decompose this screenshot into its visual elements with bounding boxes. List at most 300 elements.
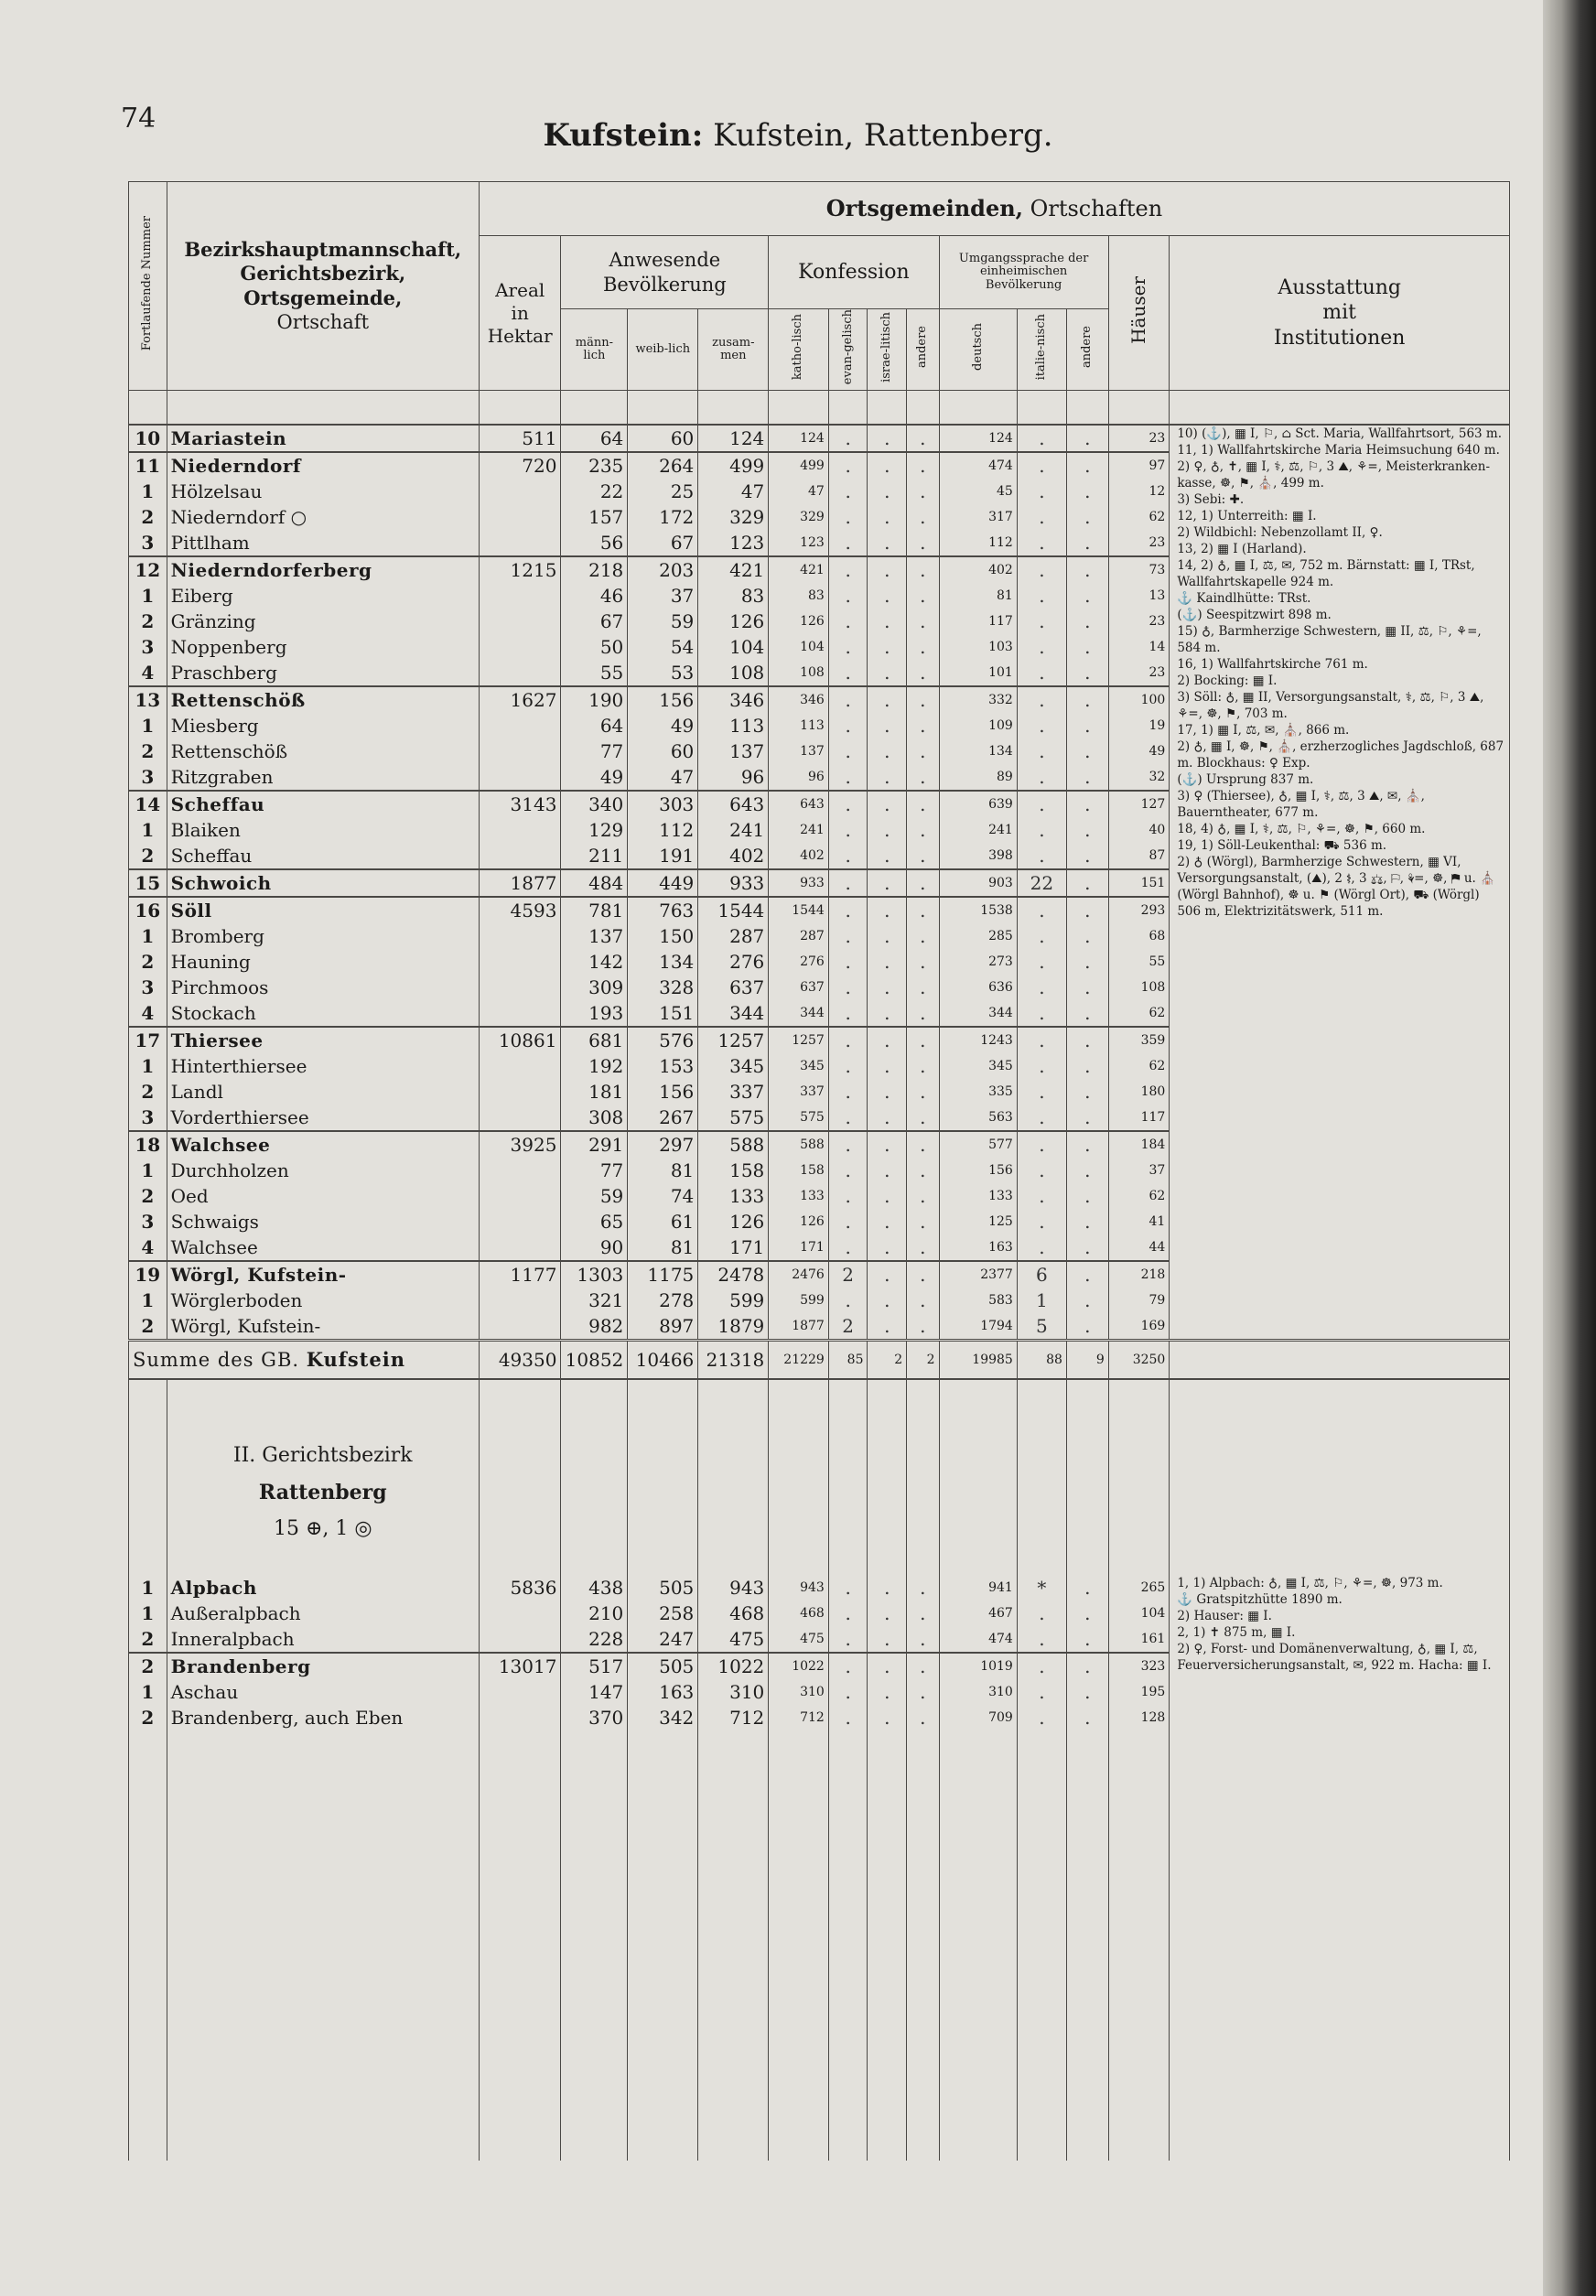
cell-zusammen: 402 [698, 843, 769, 869]
cell-andere: . [907, 609, 939, 634]
cell-areal [479, 1288, 560, 1313]
cell-weiblich: 156 [628, 1079, 698, 1105]
cell-zusammen: 575 [698, 1105, 769, 1131]
institution-entry: 2) ♁, ▦ I, ☸, ⚑, ⛪, erzherzogliches Jagdschloß, 687 m. Blockhaus: ♀ Exp. [1177, 739, 1504, 771]
sum-haeuser: 3250 [1108, 1341, 1170, 1380]
col-header-andere-sprache: andere [1066, 309, 1108, 391]
cell-andere: . [907, 660, 939, 686]
cell-deutsch: 117 [939, 609, 1017, 634]
cell-maennlich: 64 [561, 425, 628, 452]
locality-name: Walchsee [167, 1234, 479, 1261]
cell-italienisch: . [1017, 425, 1066, 452]
cell-haeuser: 40 [1108, 817, 1170, 843]
row-number: 2 [129, 949, 167, 975]
row-number: 1 [129, 923, 167, 949]
cell-italienisch: . [1017, 1209, 1066, 1234]
cell-zusammen: 637 [698, 975, 769, 1000]
cell-areal: 10861 [479, 1027, 560, 1053]
cell-katholisch: 1022 [769, 1653, 829, 1679]
cell-weiblich: 134 [628, 949, 698, 975]
cell-zusammen: 1879 [698, 1313, 769, 1341]
cell-deutsch: 474 [939, 1626, 1017, 1653]
cell-andere-sprache: . [1066, 1158, 1108, 1183]
cell-andere: . [907, 504, 939, 530]
cell-haeuser: 161 [1108, 1626, 1170, 1653]
institution-entry: 2) ♀, ♁, ✝, ▦ I, ⚕, ⚖, ⚐, 3 ⛰, ⚘=, Meisterkranken-kasse, ☸, ⚑, ⛪, 499 m. [1177, 459, 1491, 491]
cell-haeuser: 44 [1108, 1234, 1170, 1261]
cell-andere-sprache: . [1066, 609, 1108, 634]
institutions-block-kufstein [1170, 425, 1510, 1341]
cell-maennlich: 291 [561, 1131, 628, 1158]
cell-andere: . [907, 686, 939, 713]
cell-italienisch: . [1017, 738, 1066, 764]
sum-maennlich: 10852 [561, 1341, 628, 1380]
institution-entry: 12, 1) Unterreith: ▦ I. [1177, 509, 1317, 524]
cell-zusammen: 1022 [698, 1653, 769, 1679]
cell-areal [479, 923, 560, 949]
cell-israelitisch: . [868, 1053, 907, 1079]
cell-andere: . [907, 1575, 939, 1601]
cell-israelitisch: . [868, 1288, 907, 1313]
cell-weiblich: 112 [628, 817, 698, 843]
cell-evangelisch: . [828, 1575, 868, 1601]
cell-andere-sprache: . [1066, 452, 1108, 479]
cell-haeuser: 62 [1108, 1000, 1170, 1027]
cell-katholisch: 310 [769, 1679, 829, 1705]
cell-katholisch: 599 [769, 1288, 829, 1313]
locality-name: Gränzing [167, 609, 479, 634]
cell-zusammen: 345 [698, 1053, 769, 1079]
cell-deutsch: 941 [939, 1575, 1017, 1601]
municipality-name: Niederndorf [167, 452, 479, 479]
cell-andere: . [907, 1626, 939, 1653]
cell-israelitisch: . [868, 504, 907, 530]
cell-maennlich: 46 [561, 583, 628, 609]
cell-maennlich: 142 [561, 949, 628, 975]
cell-italienisch: 22 [1017, 869, 1066, 897]
municipality-name: Schwoich [167, 869, 479, 897]
cell-evangelisch: . [828, 1209, 868, 1234]
cell-evangelisch: . [828, 817, 868, 843]
cell-haeuser: 97 [1108, 452, 1170, 479]
cell-zusammen: 2478 [698, 1261, 769, 1288]
row-number: 11 [129, 452, 167, 479]
cell-andere-sprache: . [1066, 923, 1108, 949]
cell-andere: . [907, 1705, 939, 1730]
cell-andere-sprache: . [1066, 1575, 1108, 1601]
cell-andere-sprache: . [1066, 897, 1108, 923]
institution-entry: 2) ♁ (Wörgl), Barmherzige Schwestern, ▦ VI, Versorgungsanstalt, (⛰), 2 ⚕, 3 ⚖, ⚐, ⚘=, ☸, ⚑ u. ⛪ (Wörgl Bahnhof), ☸ u. ⚑ (Wörgl Ort), ⛟ (Wörgl) 506 m, Elektrizitätswerk, 511 m. [1177, 855, 1495, 920]
locality-name: Hölzelsau [167, 479, 479, 504]
summary-row [129, 1341, 1510, 1380]
locality-name: Niederndorf ○ [167, 504, 479, 530]
cell-maennlich: 308 [561, 1105, 628, 1131]
cell-evangelisch: . [828, 479, 868, 504]
cell-israelitisch: . [868, 791, 907, 817]
cell-katholisch: 346 [769, 686, 829, 713]
cell-italienisch: . [1017, 1626, 1066, 1653]
cell-israelitisch: . [868, 1601, 907, 1626]
locality-name: Miesberg [167, 713, 479, 738]
cell-andere: . [907, 634, 939, 660]
cell-haeuser: 359 [1108, 1027, 1170, 1053]
cell-haeuser: 108 [1108, 975, 1170, 1000]
cell-andere-sprache: . [1066, 949, 1108, 975]
cell-andere: . [907, 425, 939, 452]
cell-weiblich: 505 [628, 1575, 698, 1601]
cell-israelitisch: . [868, 949, 907, 975]
row-number: 2 [129, 738, 167, 764]
cell-andere: . [907, 1105, 939, 1131]
cell-italienisch: . [1017, 1053, 1066, 1079]
cell-haeuser: 12 [1108, 479, 1170, 504]
cell-katholisch: 47 [769, 479, 829, 504]
cell-israelitisch: . [868, 1183, 907, 1209]
cell-areal: 720 [479, 452, 560, 479]
cell-deutsch: 103 [939, 634, 1017, 660]
cell-haeuser: 62 [1108, 504, 1170, 530]
cell-italienisch: . [1017, 975, 1066, 1000]
cell-weiblich: 258 [628, 1601, 698, 1626]
cell-maennlich: 211 [561, 843, 628, 869]
cell-deutsch: 402 [939, 556, 1017, 583]
col-header-name: Bezirkshauptmannschaft, Gerichtsbezirk, Ortsgemeinde, Ortschaft [167, 182, 479, 391]
cell-zusammen: 241 [698, 817, 769, 843]
col-header-israelitisch: israe-litisch [868, 309, 907, 391]
cell-katholisch: 287 [769, 923, 829, 949]
cell-maennlich: 340 [561, 791, 628, 817]
cell-israelitisch: . [868, 1626, 907, 1653]
cell-weiblich: 25 [628, 479, 698, 504]
col-header-maennlich: männ-lich [561, 309, 628, 391]
cell-maennlich: 147 [561, 1679, 628, 1705]
cell-areal [479, 1079, 560, 1105]
cell-israelitisch: . [868, 923, 907, 949]
row-number: 12 [129, 556, 167, 583]
cell-zusammen: 346 [698, 686, 769, 713]
sum-zusammen: 21318 [698, 1341, 769, 1380]
row-number: 1 [129, 1158, 167, 1183]
cell-deutsch: 1794 [939, 1313, 1017, 1341]
row-number: 1 [129, 1575, 167, 1601]
cell-evangelisch: . [828, 504, 868, 530]
cell-haeuser: 23 [1108, 660, 1170, 686]
cell-maennlich: 90 [561, 1234, 628, 1261]
cell-weiblich: 37 [628, 583, 698, 609]
cell-andere: . [907, 923, 939, 949]
cell-evangelisch: . [828, 713, 868, 738]
cell-italienisch: . [1017, 1234, 1066, 1261]
cell-areal: 511 [479, 425, 560, 452]
cell-areal [479, 504, 560, 530]
cell-andere: . [907, 1131, 939, 1158]
row-number: 3 [129, 1209, 167, 1234]
institution-entry: 3) Sebi: ✚. [1177, 492, 1245, 508]
cell-evangelisch: . [828, 1679, 868, 1705]
sum-weiblich: 10466 [628, 1341, 698, 1380]
cell-haeuser: 23 [1108, 530, 1170, 556]
cell-areal [479, 634, 560, 660]
cell-weiblich: 1175 [628, 1261, 698, 1288]
cell-andere-sprache: . [1066, 713, 1108, 738]
sum-andere: 2 [907, 1341, 939, 1380]
cell-katholisch: 1544 [769, 897, 829, 923]
cell-zusammen: 1544 [698, 897, 769, 923]
cell-areal: 4593 [479, 897, 560, 923]
institution-entry: 2) Bocking: ▦ I. [1177, 674, 1278, 689]
cell-maennlich: 210 [561, 1601, 628, 1626]
cell-deutsch: 474 [939, 452, 1017, 479]
cell-weiblich: 267 [628, 1105, 698, 1131]
cell-haeuser: 37 [1108, 1158, 1170, 1183]
cell-areal [479, 530, 560, 556]
cell-maennlich: 129 [561, 817, 628, 843]
cell-katholisch: 588 [769, 1131, 829, 1158]
locality-name: Brandenberg, auch Eben [167, 1705, 479, 1730]
cell-andere-sprache: . [1066, 1313, 1108, 1341]
row-number: 2 [129, 1183, 167, 1209]
cell-italienisch: . [1017, 1158, 1066, 1183]
cell-evangelisch: . [828, 1079, 868, 1105]
cell-andere: . [907, 1234, 939, 1261]
cell-zusammen: 933 [698, 869, 769, 897]
cell-katholisch: 171 [769, 1234, 829, 1261]
cell-weiblich: 505 [628, 1653, 698, 1679]
cell-andere: . [907, 1209, 939, 1234]
row-number: 1 [129, 1601, 167, 1626]
cell-andere-sprache: . [1066, 843, 1108, 869]
cell-evangelisch: . [828, 1653, 868, 1679]
cell-italienisch: . [1017, 1653, 1066, 1679]
cell-weiblich: 150 [628, 923, 698, 949]
section-heading: II. Gerichtsbezirk Rattenberg 15 ⊕, 1 ◎ [167, 1438, 479, 1547]
municipality-name: Mariastein [167, 425, 479, 452]
cell-italienisch: . [1017, 1000, 1066, 1027]
row-number: 1 [129, 713, 167, 738]
cell-maennlich: 56 [561, 530, 628, 556]
cell-areal [479, 1679, 560, 1705]
institution-entry: 3) Söll: ♁, ▦ II, Versorgungsanstalt, ⚕, ⚖, ⚐, 3 ⛰, ⚘=, ☸, ⚑, 703 m. [1177, 690, 1484, 722]
cell-evangelisch: 2 [828, 1313, 868, 1341]
cell-katholisch: 126 [769, 609, 829, 634]
col-header-weiblich: weib-lich [628, 309, 698, 391]
cell-italienisch: . [1017, 1705, 1066, 1730]
cell-katholisch: 329 [769, 504, 829, 530]
cell-andere: . [907, 1653, 939, 1679]
col-header-areal: Areal in Hektar [479, 236, 560, 391]
row-number: 2 [129, 609, 167, 634]
cell-haeuser: 41 [1108, 1209, 1170, 1234]
sum-areal: 49350 [479, 1341, 560, 1380]
cell-areal [479, 764, 560, 791]
cell-evangelisch: 2 [828, 1261, 868, 1288]
cell-evangelisch: . [828, 1288, 868, 1313]
locality-name: Rettenschöß [167, 738, 479, 764]
sum-deutsch: 19985 [939, 1341, 1017, 1380]
cell-haeuser: 265 [1108, 1575, 1170, 1601]
cell-maennlich: 681 [561, 1027, 628, 1053]
row-number: 3 [129, 1105, 167, 1131]
cell-israelitisch: . [868, 556, 907, 583]
cell-katholisch: 124 [769, 425, 829, 452]
cell-haeuser: 127 [1108, 791, 1170, 817]
cell-deutsch: 241 [939, 817, 1017, 843]
cell-katholisch: 276 [769, 949, 829, 975]
cell-areal [479, 1705, 560, 1730]
cell-israelitisch: . [868, 897, 907, 923]
row-number: 1 [129, 1679, 167, 1705]
cell-israelitisch: . [868, 583, 907, 609]
cell-andere-sprache: . [1066, 817, 1108, 843]
cell-andere: . [907, 1288, 939, 1313]
cell-deutsch: 332 [939, 686, 1017, 713]
cell-deutsch: 1019 [939, 1653, 1017, 1679]
cell-weiblich: 191 [628, 843, 698, 869]
cell-maennlich: 22 [561, 479, 628, 504]
cell-weiblich: 54 [628, 634, 698, 660]
cell-haeuser: 128 [1108, 1705, 1170, 1730]
row-number: 2 [129, 843, 167, 869]
cell-haeuser: 104 [1108, 1601, 1170, 1626]
cell-deutsch: 335 [939, 1079, 1017, 1105]
table-row [129, 425, 1510, 452]
cell-deutsch: 317 [939, 504, 1017, 530]
cell-katholisch: 96 [769, 764, 829, 791]
municipality-name: Wörgl, Kufstein- [167, 1261, 479, 1288]
cell-andere-sprache: . [1066, 738, 1108, 764]
col-header-katholisch: katho-lisch [769, 309, 829, 391]
table-row [129, 1575, 1510, 1601]
cell-weiblich: 53 [628, 660, 698, 686]
cell-andere: . [907, 949, 939, 975]
cell-israelitisch: . [868, 634, 907, 660]
cell-israelitisch: . [868, 975, 907, 1000]
cell-andere: . [907, 452, 939, 479]
institution-entry: 11, 1) Wallfahrtskirche Maria Heimsuchung 640 m. [1177, 443, 1500, 458]
locality-name: Inneralpbach [167, 1626, 479, 1653]
cell-haeuser: 169 [1108, 1313, 1170, 1341]
cell-weiblich: 61 [628, 1209, 698, 1234]
institution-entry: 3) ♀ (Thiersee), ♁, ▦ I, ⚕, ⚖, 3 ⛰, ✉, ⛪, Bauerntheater, 677 m. [1177, 789, 1425, 821]
cell-weiblich: 81 [628, 1234, 698, 1261]
cell-katholisch: 933 [769, 869, 829, 897]
cell-areal [479, 1626, 560, 1653]
cell-maennlich: 309 [561, 975, 628, 1000]
cell-deutsch: 1243 [939, 1027, 1017, 1053]
cell-haeuser: 23 [1108, 425, 1170, 452]
cell-katholisch: 2476 [769, 1261, 829, 1288]
cell-evangelisch: . [828, 556, 868, 583]
row-number: 14 [129, 791, 167, 817]
section-heading-row [129, 1438, 1510, 1547]
cell-areal [479, 1158, 560, 1183]
cell-deutsch: 709 [939, 1705, 1017, 1730]
cell-israelitisch: . [868, 1679, 907, 1705]
sum-israelitisch: 2 [868, 1341, 907, 1380]
cell-deutsch: 310 [939, 1679, 1017, 1705]
cell-deutsch: 124 [939, 425, 1017, 452]
cell-weiblich: 328 [628, 975, 698, 1000]
locality-name: Hauning [167, 949, 479, 975]
institution-entry: 2) Hauser: ▦ I. [1177, 1609, 1272, 1624]
cell-deutsch: 273 [939, 949, 1017, 975]
row-number: 3 [129, 634, 167, 660]
cell-haeuser: 100 [1108, 686, 1170, 713]
institution-entry: 2) ♀, Forst- und Domänenverwaltung, ♁, ▦ I, ⚖, Feuerversicherungsanstalt, ✉, 922 m. Hacha: ▦ I. [1177, 1642, 1492, 1674]
institution-entry: 2, 1) ✝ 875 m, ▦ I. [1177, 1625, 1296, 1641]
cell-andere: . [907, 738, 939, 764]
col-header-number: Fortlaufende Nummer [129, 182, 167, 391]
institution-entry: ⚓ Gratspitzhütte 1890 m. [1177, 1592, 1343, 1608]
page-title [0, 117, 1596, 154]
cell-zusammen: 329 [698, 504, 769, 530]
institution-entry: 17, 1) ▦ I, ⚖, ✉, ⛪, 866 m. [1177, 723, 1350, 738]
cell-katholisch: 1877 [769, 1313, 829, 1341]
cell-deutsch: 577 [939, 1131, 1017, 1158]
cell-maennlich: 235 [561, 452, 628, 479]
cell-evangelisch: . [828, 1158, 868, 1183]
locality-name: Eiberg [167, 583, 479, 609]
locality-name: Scheffau [167, 843, 479, 869]
cell-weiblich: 60 [628, 425, 698, 452]
cell-haeuser: 195 [1108, 1679, 1170, 1705]
cell-weiblich: 264 [628, 452, 698, 479]
cell-evangelisch: . [828, 1601, 868, 1626]
cell-evangelisch: . [828, 869, 868, 897]
cell-deutsch: 636 [939, 975, 1017, 1000]
institution-entry: 16, 1) Wallfahrtskirche 761 m. [1177, 657, 1368, 673]
cell-italienisch: . [1017, 1105, 1066, 1131]
col-header-andere: andere [907, 309, 939, 391]
cell-andere: . [907, 869, 939, 897]
cell-israelitisch: . [868, 843, 907, 869]
cell-zusammen: 96 [698, 764, 769, 791]
cell-italienisch: . [1017, 479, 1066, 504]
cell-zusammen: 344 [698, 1000, 769, 1027]
cell-andere: . [907, 1313, 939, 1341]
cell-italienisch: . [1017, 1027, 1066, 1053]
cell-zusammen: 499 [698, 452, 769, 479]
col-header-anwesende: Anwesende Bevölkerung [561, 236, 769, 309]
cell-andere: . [907, 1183, 939, 1209]
cell-andere: . [907, 1679, 939, 1705]
cell-areal [479, 1234, 560, 1261]
cell-israelitisch: . [868, 1027, 907, 1053]
cell-areal [479, 1105, 560, 1131]
cell-italienisch: * [1017, 1575, 1066, 1601]
institution-entry: 15) ♁, Barmherzige Schwestern, ▦ II, ⚖, ⚐, ⚘=, 584 m. [1177, 624, 1482, 656]
cell-italienisch: 5 [1017, 1313, 1066, 1341]
cell-andere-sprache: . [1066, 686, 1108, 713]
cell-italienisch: . [1017, 530, 1066, 556]
cell-israelitisch: . [868, 1000, 907, 1027]
cell-italienisch: . [1017, 817, 1066, 843]
cell-weiblich: 342 [628, 1705, 698, 1730]
row-number: 2 [129, 1653, 167, 1679]
row-number: 1 [129, 1288, 167, 1313]
cell-weiblich: 172 [628, 504, 698, 530]
row-number: 16 [129, 897, 167, 923]
cell-katholisch: 637 [769, 975, 829, 1000]
cell-maennlich: 192 [561, 1053, 628, 1079]
cell-katholisch: 344 [769, 1000, 829, 1027]
cell-deutsch: 101 [939, 660, 1017, 686]
cell-italienisch: . [1017, 713, 1066, 738]
cell-andere-sprache: . [1066, 1183, 1108, 1209]
col-header-deutsch: deutsch [939, 309, 1017, 391]
cell-haeuser: 180 [1108, 1079, 1170, 1105]
cell-israelitisch: . [868, 1105, 907, 1131]
